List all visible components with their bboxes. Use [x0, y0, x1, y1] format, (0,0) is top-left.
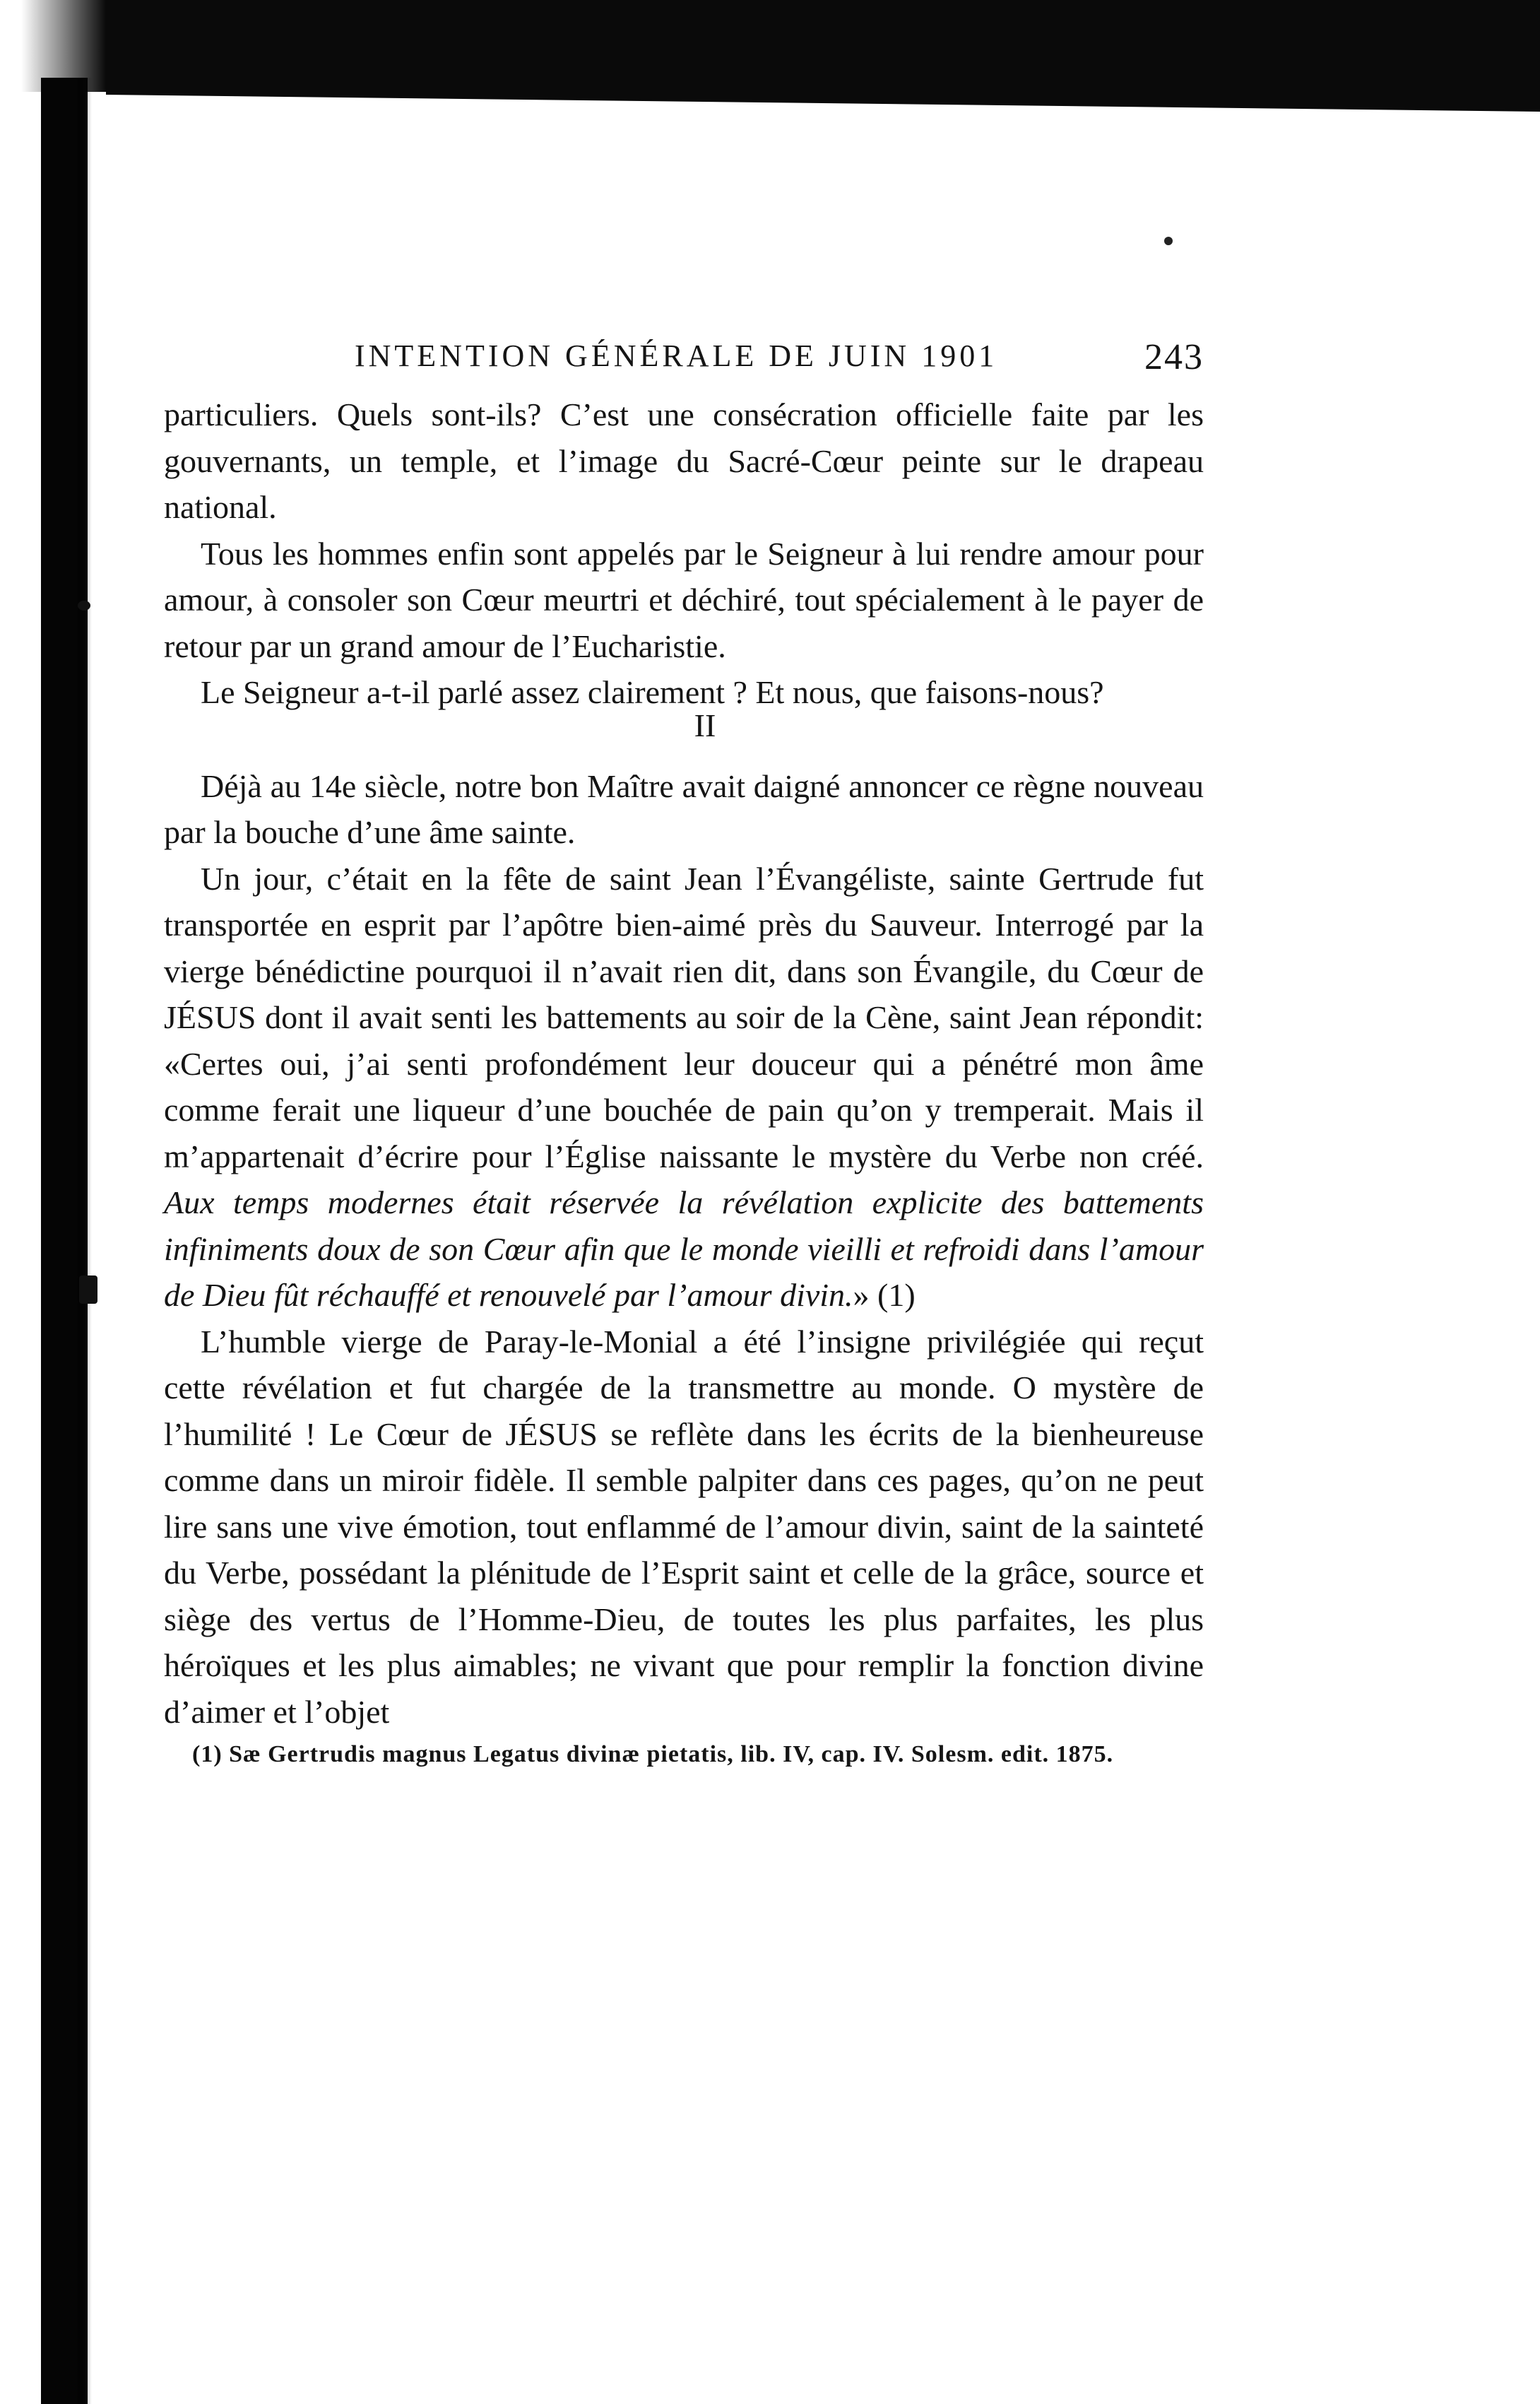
- section-number-label: II: [694, 707, 716, 743]
- running-title: INTENTION GÉNÉRALE DE JUIN 1901: [355, 338, 998, 373]
- paragraph: L’humble vierge de Paray-le-Monial a été l’insigne privilégiée qui reçut cette révélation et fut chargée de la transmettre au monde. O mystère de l’humilité ! Le Cœur de JÉSUS se reflète dans les écrits de la bienheureuse comme dans un miroir fidèle. Il semble palpiter dans ces pages, qu’on ne peut lire sans une vive émotion, tout enflammé de l’amour divin, saint de la sainteté du Verbe, possédant la plénitude de l’Esprit saint et celle de la grâce, source et siège des vertus de l’Homme-Dieu, de toutes les plus parfaites, les plus héroïques et les plus aimables; ne vivant que pour remplir la fonction divine d’aimer et l’objet: [164, 1323, 1204, 1730]
- scan-left-border-shadow: [78, 78, 92, 2404]
- paragraph: Déjà au 14e siècle, notre bon Maître avait daigné annoncer ce règne nouveau par la bouche d’une âme sainte.: [164, 767, 1204, 850]
- scan-speck: [78, 601, 90, 611]
- scan-top-border-edge: [106, 83, 1540, 112]
- scan-top-border: [0, 0, 1540, 92]
- italic-quotation: Aux temps modernes était réservée la révélation explicite des battements infiniments doux de son Cœur afin que le monde vieilli et refroidi dans l’amour de Dieu fût réchauffé et renouvelé par l’amour divin.: [164, 1184, 1204, 1313]
- footnote-reference: » (1): [853, 1277, 916, 1313]
- paragraph: particuliers. Quels sont-ils? C’est une consécration officielle faite par les gouvernants, un temple, et l’image du Sacré-Cœur peinte sur le drapeau national.: [164, 396, 1204, 525]
- paragraph: [164, 856, 1204, 1319]
- paragraph: Le Seigneur a-t-il parlé assez clairement ? Et nous, que faisons-nous?: [201, 674, 1104, 710]
- page-number: 243: [1144, 337, 1204, 377]
- body-text: [164, 391, 1204, 1735]
- book-page: [164, 332, 1204, 1770]
- footnote: (1) Sæ Gertrudis magnus Legatus divinæ pietatis, lib. IV, cap. IV. Solesm. edit. 1875.: [192, 1741, 1114, 1767]
- scan-speck: [79, 1275, 97, 1304]
- running-head: [164, 332, 1204, 382]
- paragraph: Tous les hommes enfin sont appelés par le Seigneur à lui rendre amour pour amour, à consoler son Cœur meurtri et déchiré, tout spécialement à le payer de retour par un grand amour de l’Eucharistie.: [164, 535, 1204, 664]
- paragraph-text: Un jour, c’était en la fête de saint Jean l’Évangéliste, sainte Gertrude fut transportée en esprit par l’apôtre bien-aimé près du Sauveur. Interrogé par la vierge bénédictine pourquoi il n’avait rien dit, dans son Évangile, du Cœur de JÉSUS dont il avait senti les battements au soir de la Cène, saint Jean répondit: «Certes oui, j’ai senti profondément leur douceur qui a pénétré mon âme comme ferait une liqueur d’une bouchée de pain qu’on y tremperait. Mais il m’appartenait d’écrire pour l’Église naissante le mystère du Verbe non créé.: [164, 860, 1204, 1174]
- scan-dot: [1164, 237, 1173, 245]
